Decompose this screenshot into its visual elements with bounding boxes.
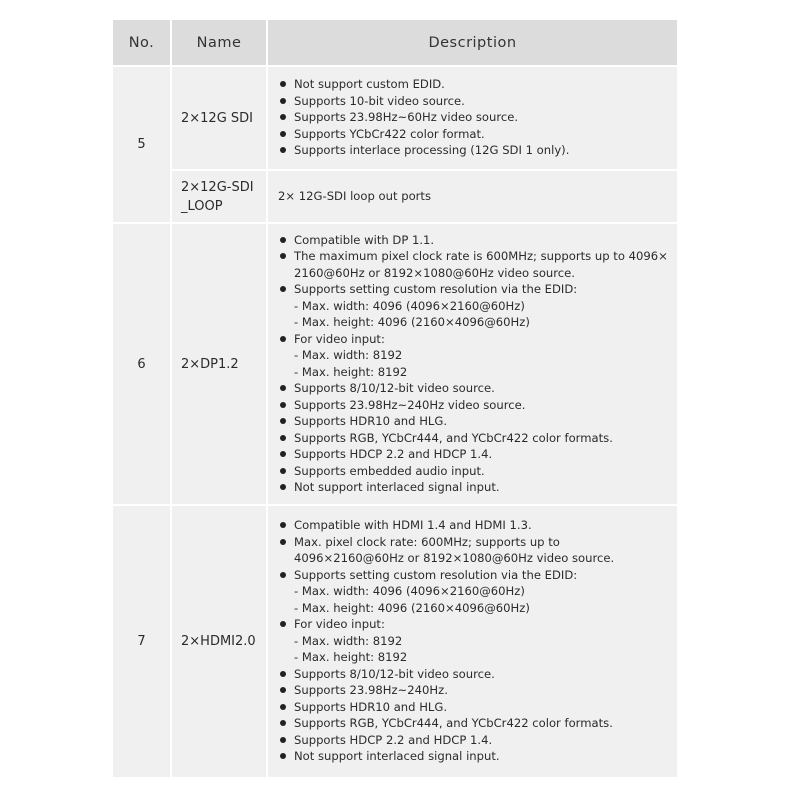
port-description	[267, 223, 677, 505]
sub-item: - Max. height: 4096 (2160×4096@60Hz)	[294, 600, 530, 615]
list-item	[278, 126, 669, 143]
bullet-text: Max. pixel clock rate: 600MHz; supports up to 4096×2160@60Hz or 8192×1080@60Hz video source.	[294, 534, 615, 566]
header-row	[113, 20, 677, 66]
sub-item: - Max. height: 8192	[294, 364, 408, 379]
table-row	[113, 170, 677, 223]
port-name: 2×DP1.2	[171, 223, 267, 505]
bullet-text: Supports setting custom resolution via the EDID:	[294, 282, 578, 296]
table-row	[113, 505, 677, 777]
sub-item: - Max. width: 8192	[294, 348, 403, 362]
list-item	[278, 281, 669, 331]
bullet-text: Supports 8/10/12-bit video source.	[294, 666, 495, 681]
list-item	[278, 331, 669, 381]
bullet-text: Supports HDR10 and HLG.	[294, 414, 448, 428]
bullet-text: For video input:	[294, 617, 385, 632]
bullet-text: For video input:	[294, 331, 385, 346]
bullet-text: Supports 23.98Hz~240Hz video source.	[294, 397, 526, 412]
list-item	[278, 430, 669, 447]
sub-item: - Max. height: 4096 (2160×4096@60Hz)	[294, 315, 530, 329]
bullet-text: Supports YCbCr422 color format.	[294, 126, 485, 141]
list-item	[278, 142, 669, 159]
sub-item: - Max. width: 8192	[294, 633, 403, 648]
list-item	[278, 732, 669, 749]
list-item	[278, 397, 669, 414]
bullet-text: Supports HDCP 2.2 and HDCP 1.4.	[294, 732, 493, 747]
port-name: 2×12G SDI	[171, 66, 267, 170]
port-description	[267, 505, 677, 777]
bullet-text: Not support interlaced signal input.	[294, 749, 500, 764]
bullet-text: Supports RGB, YCbCr444, and YCbCr422 color formats.	[294, 716, 613, 731]
port-name: 2×12G-SDI _LOOP	[171, 170, 267, 223]
bullet-text: Supports embedded audio input.	[294, 463, 485, 478]
header-description: Description	[267, 20, 677, 66]
bullet-text: Supports HDR10 and HLG.	[294, 699, 448, 714]
bullet-text: Compatible with DP 1.1.	[294, 232, 435, 247]
bullet-list	[278, 232, 669, 496]
bullet-text: Supports HDCP 2.2 and HDCP 1.4.	[294, 447, 493, 461]
bullet-text: Not support interlaced signal input.	[294, 480, 500, 494]
spec-table	[113, 20, 677, 777]
row-number: 5	[113, 66, 171, 223]
list-item	[278, 446, 669, 463]
sub-item: - Max. height: 8192	[294, 650, 408, 665]
bullet-text: Supports RGB, YCbCr444, and YCbCr422 color formats.	[294, 430, 613, 445]
list-item	[278, 682, 669, 699]
bullet-text: Not support custom EDID.	[294, 77, 445, 92]
bullet-text: Supports 8/10/12-bit video source.	[294, 381, 495, 395]
header-no: No.	[113, 20, 171, 66]
list-item	[278, 715, 669, 732]
bullet-text: Compatible with HDMI 1.4 and HDMI 1.3.	[294, 518, 532, 533]
list-item	[278, 413, 669, 430]
list-item	[278, 109, 669, 126]
bullet-text: The maximum pixel clock rate is 600MHz; supports up to 4096× 2160@60Hz or 8192×1080@60Hz video source.	[294, 249, 668, 280]
list-item	[278, 76, 669, 93]
port-description: 2× 12G-SDI loop out ports	[267, 170, 677, 223]
bullet-text: Supports 23.98Hz~60Hz video source.	[294, 110, 519, 125]
list-item	[278, 248, 669, 281]
row-number: 6	[113, 223, 171, 505]
port-description	[267, 66, 677, 170]
header-name: Name	[171, 20, 267, 66]
bullet-text: Supports 10-bit video source.	[294, 93, 465, 108]
list-item	[278, 232, 669, 249]
bullet-list	[278, 517, 669, 765]
bullet-text: Supports interlace processing (12G SDI 1 only).	[294, 143, 570, 158]
port-name: 2×HDMI2.0	[171, 505, 267, 777]
list-item	[278, 93, 669, 110]
table-row	[113, 66, 677, 170]
list-item	[278, 479, 669, 496]
list-item	[278, 567, 669, 617]
list-item	[278, 380, 669, 397]
list-item	[278, 699, 669, 716]
bullet-text: Supports setting custom resolution via the EDID:	[294, 567, 578, 582]
list-item	[278, 463, 669, 480]
list-item	[278, 748, 669, 765]
list-item	[278, 666, 669, 683]
table-row	[113, 223, 677, 505]
row-number: 7	[113, 505, 171, 777]
list-item	[278, 534, 669, 567]
bullet-list	[278, 76, 669, 159]
list-item	[278, 517, 669, 534]
bullet-text: Supports 23.98Hz~240Hz.	[294, 683, 448, 698]
sub-item: - Max. width: 4096 (4096×2160@60Hz)	[294, 584, 525, 599]
list-item	[278, 616, 669, 666]
sub-item: - Max. width: 4096 (4096×2160@60Hz)	[294, 298, 525, 313]
